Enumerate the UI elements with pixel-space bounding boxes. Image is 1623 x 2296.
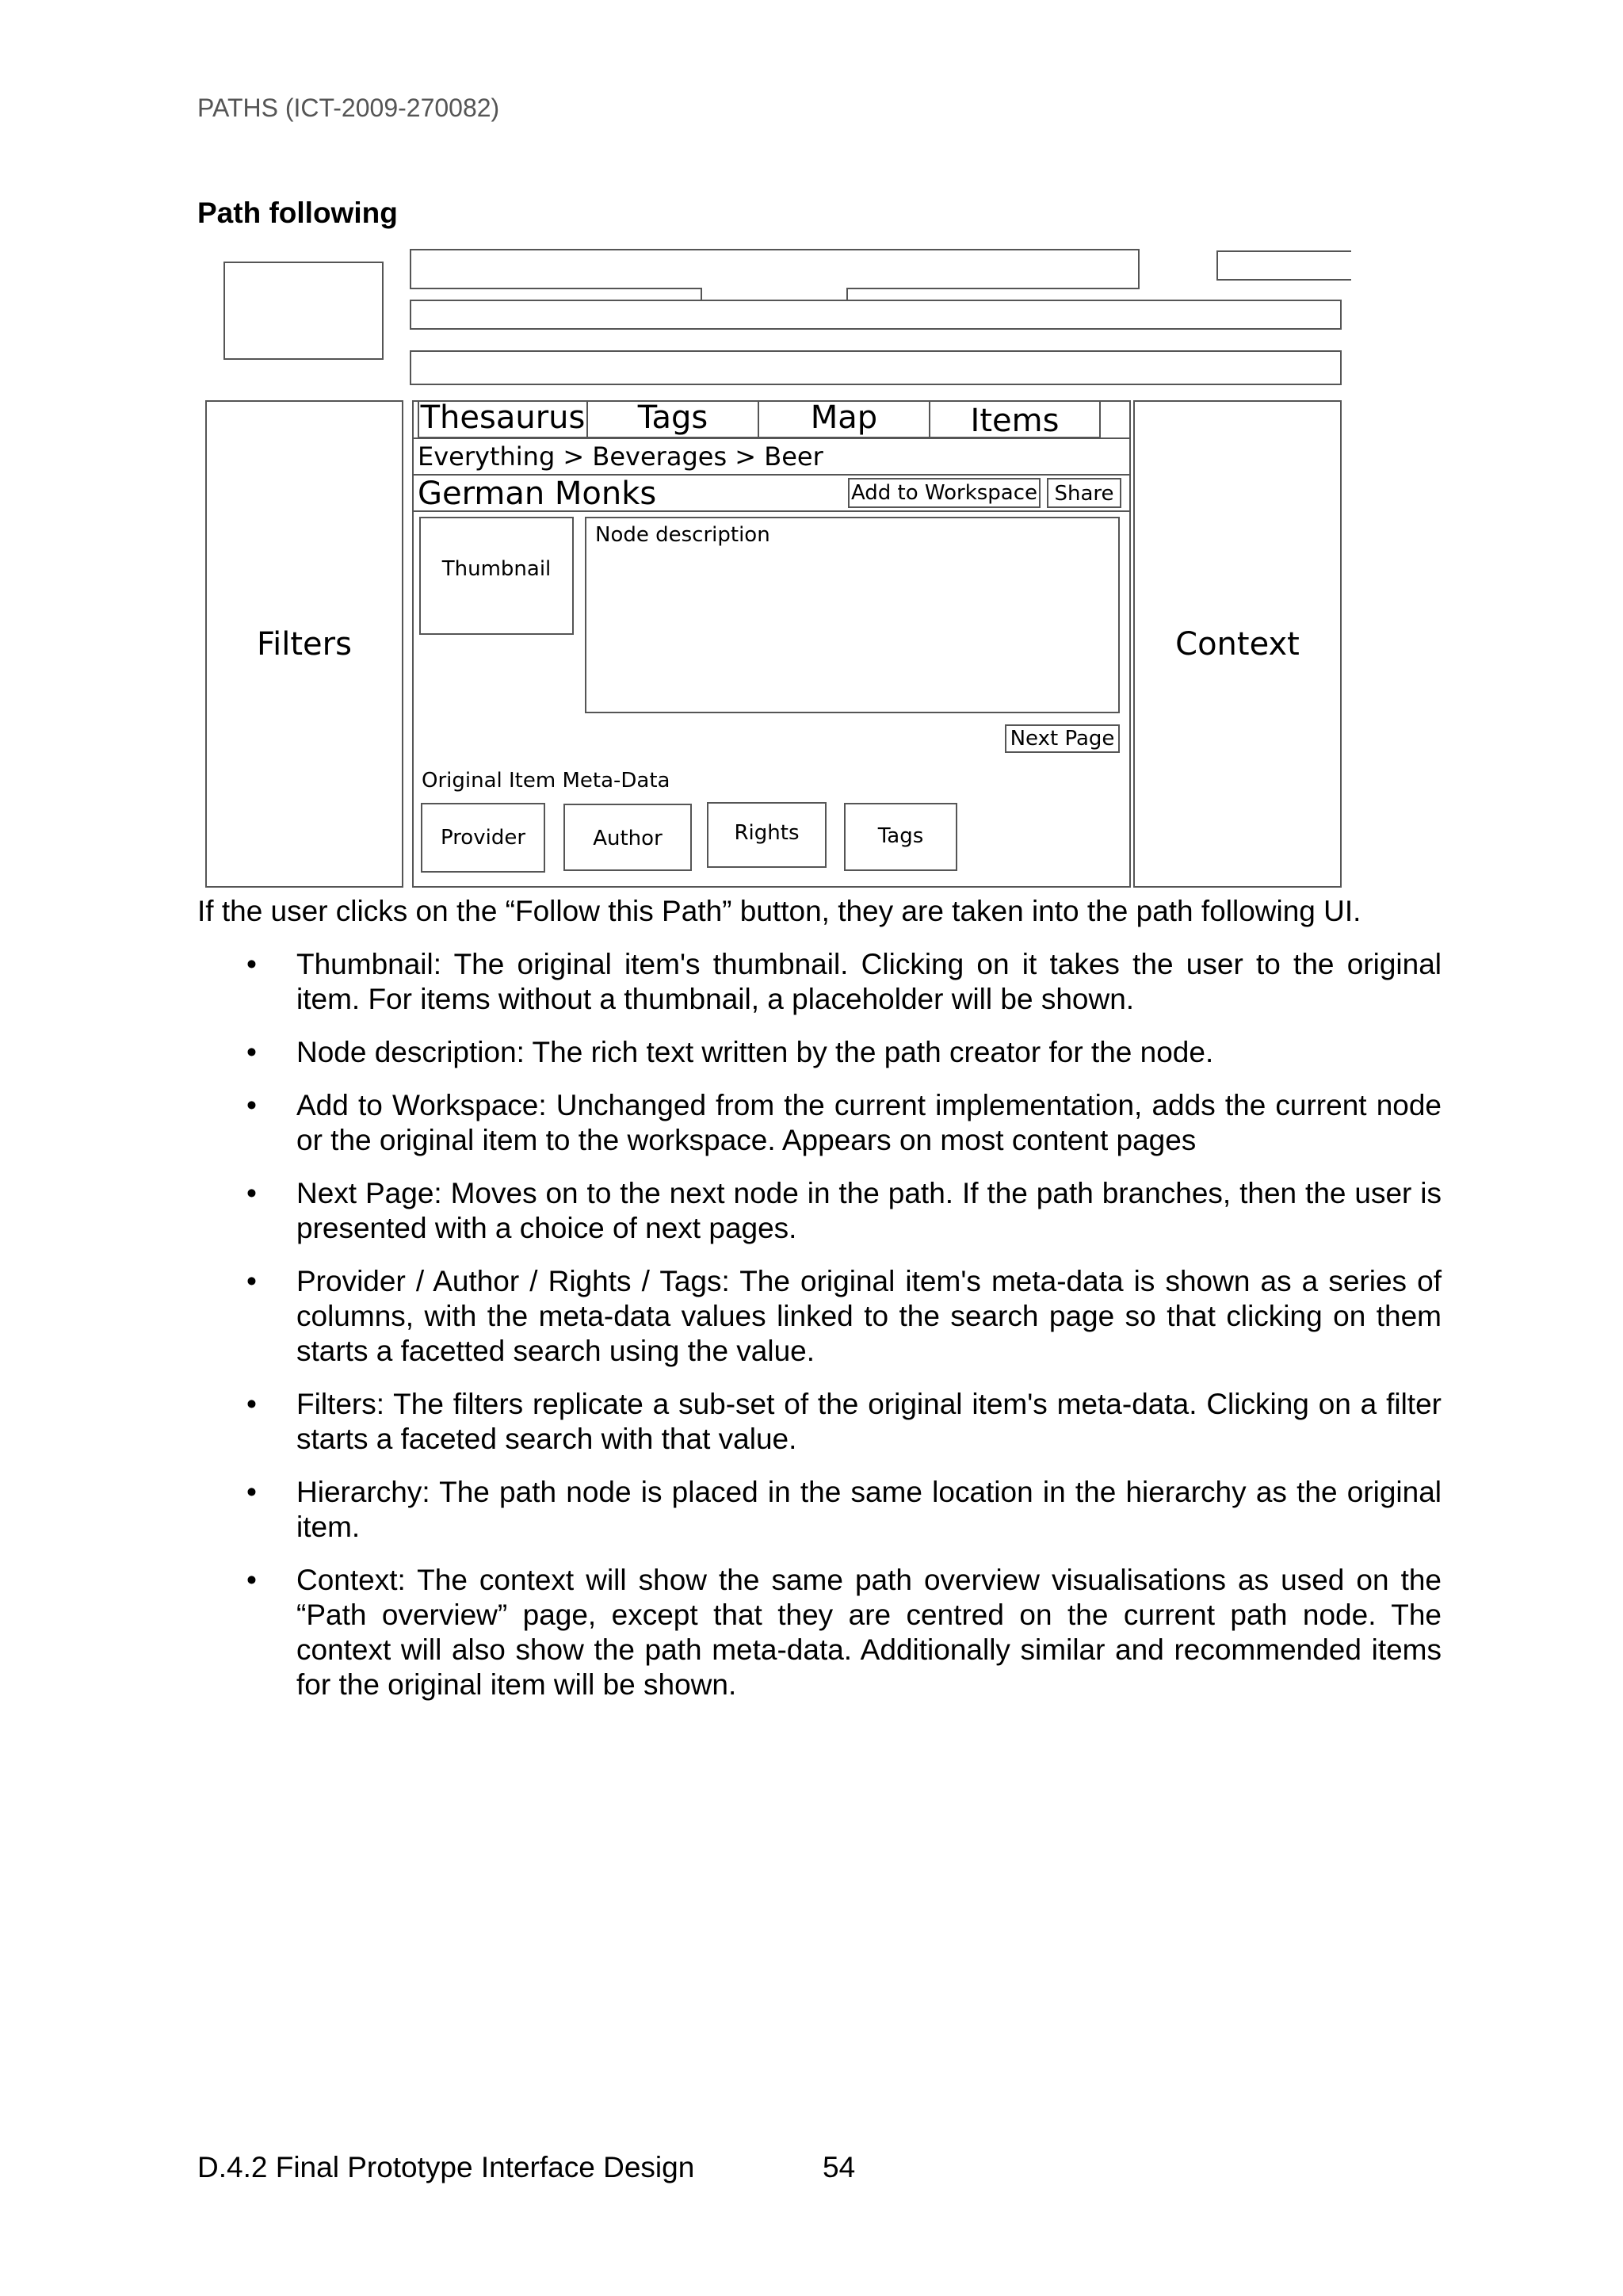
main-panel (412, 400, 1131, 888)
list-item-text: Node description: The rich text written by the path creator for the node. (296, 1036, 1214, 1068)
node-title: German Monks (418, 476, 657, 512)
list-item-text: Hierarchy: The path node is placed in the same location in the hierarchy as the original item. (296, 1476, 1442, 1543)
tab-tags[interactable]: Tags (586, 400, 759, 438)
context-label: Context (1175, 626, 1300, 663)
breadcrumb[interactable]: Everything > Beverages > Beer (418, 441, 823, 472)
hierarchy-bar-placeholder (410, 350, 1342, 385)
node-description-label: Node description (595, 523, 770, 547)
bullet-icon: • (246, 1476, 257, 1508)
list-item-text: Next Page: Moves on to the next node in the path. If the path branches, then the user is presented with a choice of next pages. (296, 1177, 1442, 1244)
bullet-icon: • (246, 1388, 257, 1420)
footer-title: D.4.2 Final Prototype Interface Design (197, 2151, 695, 2183)
thumbnail-label: Thumbnail (441, 557, 552, 581)
meta-data-heading: Original Item Meta-Data (422, 769, 670, 793)
next-page-button[interactable]: Next Page (1005, 724, 1120, 753)
bullet-icon: • (246, 1089, 257, 1121)
list-item-text: Context: The context will show the same path overview visualisations as used on the “Path overview” page, except that they are centred on the current path node. The context will also show the path meta-data. Additionally similar and recommended items for the original item will be shown. (296, 1564, 1442, 1701)
search-bar-placeholder[interactable] (410, 249, 1140, 289)
tab-thesaurus[interactable]: Thesaurus (418, 400, 588, 438)
filters-label: Filters (257, 626, 352, 663)
list-item-text: Thumbnail: The original item's thumbnail. Clicking on it takes the user to the original item. For items without a thumbnail, a placeholder will be shown. (296, 948, 1442, 1015)
meta-rights[interactable]: Rights (707, 802, 827, 868)
bullet-icon: • (246, 1265, 257, 1297)
share-button[interactable]: Share (1047, 478, 1121, 508)
context-panel (1133, 400, 1342, 888)
list-item (197, 1088, 1442, 1158)
nav-bar-placeholder (410, 300, 1342, 330)
meta-tags[interactable]: Tags (844, 803, 957, 871)
tab-map[interactable]: Map (758, 400, 930, 438)
document-header: PATHS (ICT-2009-270082) (197, 94, 500, 122)
logo-placeholder (223, 262, 384, 360)
meta-author[interactable]: Author (563, 804, 692, 871)
page-number: 54 (823, 2151, 856, 2183)
bullet-icon: • (246, 1177, 257, 1209)
list-item (197, 1387, 1442, 1457)
bullet-icon: • (246, 1036, 257, 1068)
top-right-placeholder (1216, 250, 1351, 281)
thumbnail[interactable] (419, 517, 574, 635)
meta-provider[interactable]: Provider (421, 803, 545, 873)
filters-panel[interactable] (205, 400, 403, 888)
list-item-text: Add to Workspace: Unchanged from the current implementation, adds the current node or the original item to the workspace. Appears on most content pages (296, 1089, 1442, 1156)
list-item (197, 1563, 1442, 1702)
add-to-workspace-button[interactable]: Add to Workspace (848, 478, 1041, 508)
list-item-text: Filters: The filters replicate a sub-set of the original item's meta-data. Clicking on a filter starts a faceted search with that value. (296, 1388, 1442, 1455)
feature-list (197, 947, 1442, 1721)
tab-items[interactable]: Items (929, 400, 1101, 438)
intro-paragraph: If the user clicks on the “Follow this Path” button, they are taken into the path following UI. (197, 895, 1361, 927)
bullet-icon: • (246, 948, 257, 980)
list-item (197, 1475, 1442, 1545)
list-item (197, 1176, 1442, 1246)
list-item (197, 947, 1442, 1017)
bullet-icon: • (246, 1564, 257, 1596)
list-item (197, 1035, 1442, 1070)
node-description-box (585, 517, 1120, 713)
list-item (197, 1264, 1442, 1369)
section-title: Path following (197, 197, 398, 229)
list-item-text: Provider / Author / Rights / Tags: The original item's meta-data is shown as a series of columns, with the meta-data values linked to the search page so that clicking on them starts a facetted search using the value. (296, 1265, 1442, 1367)
